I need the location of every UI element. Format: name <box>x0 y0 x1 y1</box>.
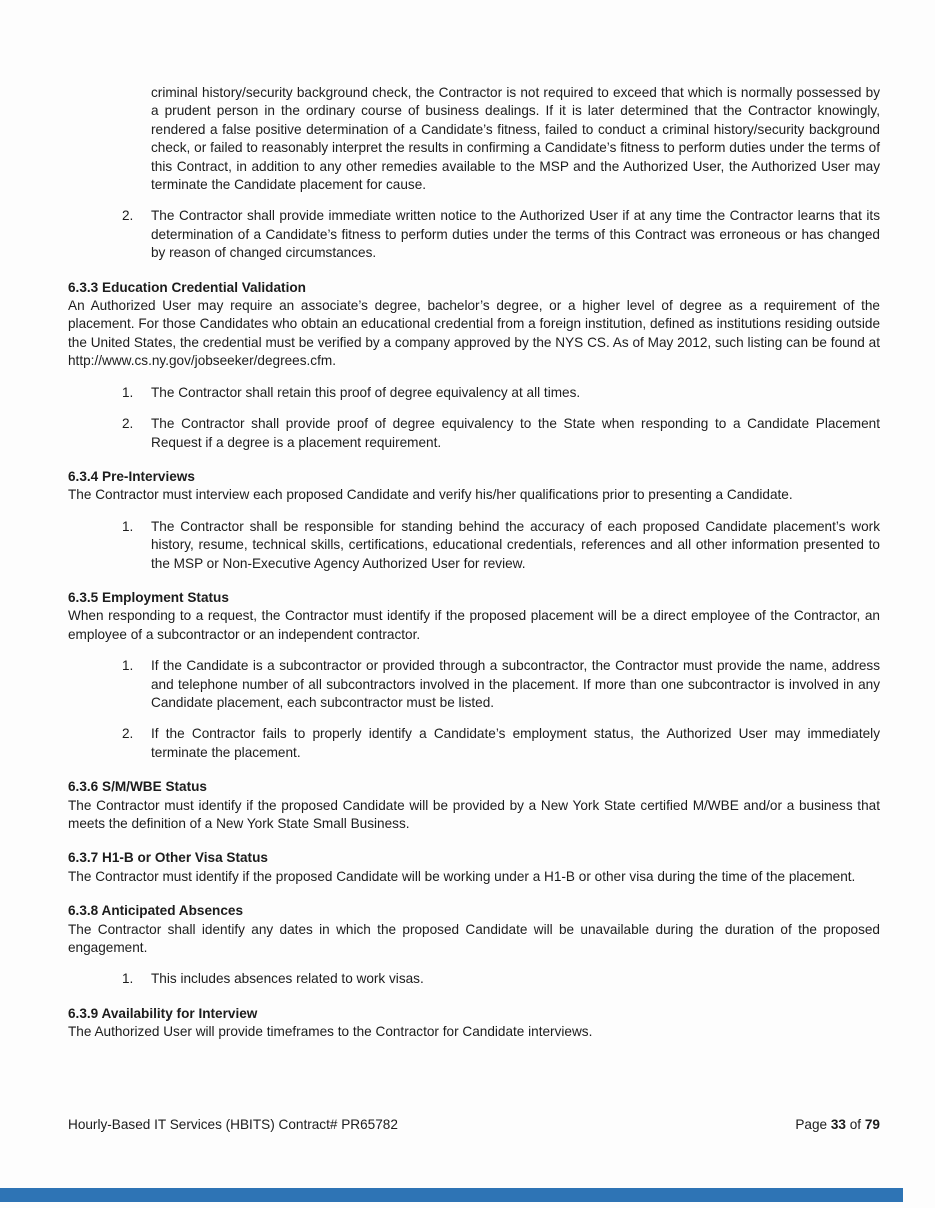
list-item-text: The Contractor shall retain this proof of degree equivalency at all times. <box>151 384 581 400</box>
bottom-accent-bar <box>0 1188 903 1202</box>
list-item-text: The Contractor shall be responsible for standing behind the accuracy of each proposed Candidate placement’s work history, resume, technical skills, certifications, educational credentials, references and all other information presented to the MSP or Non-Executive Agency Authorized User for review. <box>151 518 880 571</box>
list-item-text: If the Candidate is a subcontractor or provided through a subcontractor, the Contractor must provide the name, address and telephone number of all subcontractors involved in the placement. If more than one subcontractor is involved in any Candidate placement, each subcontractor must be listed. <box>151 658 880 710</box>
list-item <box>122 970 880 988</box>
section-heading: 6.3.8 Anticipated Absences <box>68 903 244 919</box>
section-body: The Contractor must interview each proposed Candidate and verify his/her qualifications prior to presenting a Candidate. <box>68 487 793 503</box>
list-item <box>122 415 880 452</box>
list-item-number: 1. <box>122 971 134 987</box>
section-6-3-3 <box>68 279 880 452</box>
section-body: The Contractor must identify if the proposed Candidate will be provided by a New York State certified M/WBE and/or a business that meets the definition of a New York State Small Business. <box>68 797 880 831</box>
footer-document-title: Hourly-Based IT Services (HBITS) Contract# PR65782 <box>68 1117 398 1132</box>
list-item-number: 2. <box>122 416 134 432</box>
page-footer <box>68 1116 880 1134</box>
document-page-content <box>68 84 880 1042</box>
section-6-3-4 <box>68 468 880 573</box>
list-item-number: 1. <box>122 658 134 674</box>
list-item-text: The Contractor shall provide proof of degree equivalency to the State when responding to a Candidate Placement Request if a degree is a placement requirement. <box>151 416 880 450</box>
section-body: An Authorized User may require an associate’s degree, bachelor’s degree, or a higher level of degree as a requirement of the placement. For those Candidates who obtain an educational credential from a foreign institution, defined as institutions residing outside the United States, the credential must be verified by a company approved by the NYS CS. As of May 2012, such listing can be found at http://www.cs.ny.gov/jobseeker/degrees.cfm. <box>68 298 880 369</box>
section-6-3-8 <box>68 902 880 989</box>
section-body: The Contractor must identify if the proposed Candidate will be working under a H1-B or other visa during the time of the placement. <box>68 868 856 884</box>
list-item-text: The Contractor shall provide immediate written notice to the Authorized User if at any time the Contractor learns that its determination of a Candidate’s fitness to perform duties under the terms of this Contract was erroneous or has changed by reason of changed circumstances. <box>151 208 880 261</box>
list-item-number: 1. <box>122 518 134 534</box>
list-item-text: If the Contractor fails to properly identify a Candidate’s employment status, the Authorized User may immediately terminate the placement. <box>151 726 880 760</box>
section-body: The Contractor shall identify any dates in which the proposed Candidate will be unavailable during the duration of the proposed engagement. <box>68 921 880 956</box>
section-heading: 6.3.4 Pre-Interviews <box>68 468 195 484</box>
continuation-paragraph: criminal history/security background check, the Contractor is not required to exceed that which is normally possessed by a prudent person in the ordinary course of business dealings. If it is later determined that the Contractor knowingly, rendered a false positive determination of a Candidate’s fitness, failed to conduct a criminal history/security background check, or failed to reasonably interpret the results in confirming a Candidate’s fitness to perform duties under the terms of this Contract, in addition to any other remedies available to the MSP and the Authorized User, the Authorized User may terminate the Candidate placement for cause. <box>151 85 880 193</box>
section-heading: 6.3.7 H1-B or Other Visa Status <box>68 850 268 866</box>
footer-page-indicator <box>795 1116 880 1134</box>
section-6-3-9 <box>68 1005 880 1042</box>
list-item <box>122 518 880 573</box>
footer-page-label: Page <box>795 1117 828 1132</box>
list-item-number: 1. <box>122 384 134 400</box>
footer-of-label: of <box>849 1117 862 1132</box>
section-heading: 6.3.3 Education Credential Validation <box>68 279 306 295</box>
section-heading: 6.3.9 Availability for Interview <box>68 1005 258 1021</box>
list-item-number: 2. <box>122 208 134 224</box>
footer-page-total: 79 <box>864 1117 880 1132</box>
section-body: When responding to a request, the Contractor must identify if the proposed placement will be a direct employee of the Contractor, an employee of a subcontractor or an independent contractor. <box>68 608 880 642</box>
section-6-3-6 <box>68 778 880 833</box>
list-item-text: This includes absences related to work visas. <box>151 971 424 987</box>
section-body: The Authorized User will provide timeframes to the Contractor for Candidate interviews. <box>68 1024 593 1040</box>
section-6-3-5 <box>68 589 880 762</box>
section-6-3-7 <box>68 849 880 886</box>
list-item <box>122 657 880 712</box>
list-item <box>122 207 880 262</box>
footer-page-number: 33 <box>830 1117 846 1132</box>
list-item-number: 2. <box>122 726 134 742</box>
section-heading: 6.3.5 Employment Status <box>68 589 229 605</box>
list-item <box>122 384 880 402</box>
list-item <box>122 725 880 762</box>
section-heading: 6.3.6 S/M/WBE Status <box>68 779 207 795</box>
